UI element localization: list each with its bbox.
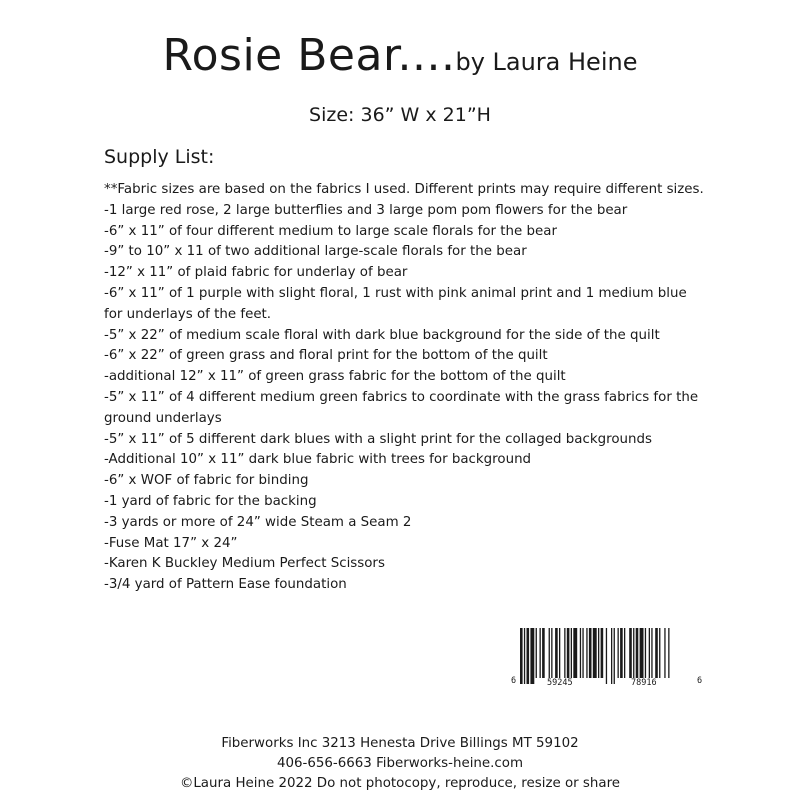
title-main: Rosie Bear.... (162, 30, 456, 81)
barcode-bar (598, 628, 599, 678)
title-byline: by Laura Heine (455, 48, 638, 76)
barcode-bar (593, 628, 597, 678)
supply-item: -Fuse Mat 17” x 24” (104, 535, 238, 551)
barcode-bar (524, 628, 525, 684)
supply-list (104, 180, 704, 596)
barcode-bar (555, 628, 558, 678)
barcode-bar (530, 628, 534, 684)
barcode-bar (580, 628, 581, 678)
barcode-group-1: 59245 (547, 678, 573, 688)
barcode-bar (564, 628, 565, 678)
barcode-bar (573, 628, 577, 678)
barcode-bar (618, 628, 619, 678)
barcode-right-digit: 6 (697, 676, 703, 686)
barcode-bar (645, 628, 646, 678)
barcode-bar (636, 628, 639, 678)
barcode-bar (659, 628, 660, 678)
supply-item: -3/4 yard of Pattern Ease foundation (104, 577, 347, 593)
supply-item: **Fabric sizes are based on the fabrics I used. Different prints may require different sizes. (104, 182, 704, 197)
barcode-bar (633, 628, 634, 678)
supply-item: -1 yard of fabric for the backing (104, 493, 317, 509)
barcode-bar (629, 628, 632, 678)
barcode-bar (601, 628, 604, 678)
barcode-bar (559, 628, 560, 678)
barcode-bar (611, 628, 612, 684)
supply-item: -Karen K Buckley Medium Perfect Scissors (104, 556, 385, 572)
supply-item: -6” x 22” of green grass and floral print for the bottom of the quilt (104, 348, 548, 364)
barcode-bar (540, 628, 541, 678)
barcode-bar (620, 628, 623, 678)
publisher-footer (0, 734, 800, 794)
barcode-group-2: 78916 (631, 678, 657, 688)
supply-item: -Additional 10” x 11” dark blue fabric with trees for background (104, 452, 532, 468)
barcode-bar (527, 628, 530, 684)
barcode-bars (512, 626, 704, 690)
page-title (0, 30, 800, 81)
supply-item: -6” x 11” of 1 purple with slight floral, 1 rust with pink animal print and 1 medium blue for underlays of the feet. (104, 285, 687, 322)
barcode-left-digit: 6 (511, 676, 517, 686)
barcode-bar (520, 628, 523, 684)
barcode-bar (571, 628, 572, 678)
barcode-bar (542, 628, 545, 678)
barcode-bar (549, 628, 550, 678)
barcode-bar (567, 628, 570, 678)
supply-list-heading: Supply List: (104, 146, 215, 168)
barcode-bar (649, 628, 650, 678)
quilt-size: Size: 36” W x 21”H (309, 104, 491, 126)
footer-address: Fiberworks Inc 3213 Henesta Drive Billings MT 59102 (221, 736, 579, 751)
supply-item: -1 large red rose, 2 large butterflies and 3 large pom pom flowers for the bear (104, 202, 628, 218)
barcode-bar (664, 628, 665, 678)
barcode-bar (651, 628, 652, 678)
footer-contact: 406-656-6663 Fiberworks-heine.com (276, 756, 524, 771)
supply-item: -6” x 11” of four different medium to large scale florals for the bear (104, 223, 557, 239)
supply-item: -5” x 11” of 4 different medium green fabrics to coordinate with the grass fabrics for the ground underlays (104, 389, 699, 426)
barcode-bar (668, 628, 669, 678)
barcode-bar (624, 628, 625, 678)
barcode-bar (640, 628, 644, 678)
supply-item: -6” x WOF of fabric for binding (104, 473, 309, 489)
barcode-bar (586, 628, 587, 678)
barcode-bar (606, 628, 607, 684)
barcode-bar (589, 628, 592, 678)
supply-item: -3 yards or more of 24” wide Steam a Seam 2 (104, 514, 412, 530)
supply-item: -5” x 22” of medium scale floral with dark blue background for the side of the quilt (104, 327, 660, 343)
barcode-bar (551, 628, 552, 678)
supply-item: -additional 12” x 11” of green grass fabric for the bottom of the quilt (104, 369, 566, 385)
barcode-bar (536, 628, 537, 678)
barcode-bar (582, 628, 583, 678)
upc-barcode (512, 626, 704, 690)
barcode-bar (614, 628, 615, 684)
supply-item: -12” x 11” of plaid fabric for underlay of bear (104, 265, 408, 281)
supply-item: -5” x 11” of 5 different dark blues with a slight print for the collaged backgrounds (104, 431, 652, 447)
supply-item: -9” to 10” x 11 of two additional large-scale florals for the bear (104, 244, 527, 260)
barcode-bar (655, 628, 658, 678)
footer-copyright: ©Laura Heine 2022 Do not photocopy, reproduce, resize or share (179, 776, 621, 791)
